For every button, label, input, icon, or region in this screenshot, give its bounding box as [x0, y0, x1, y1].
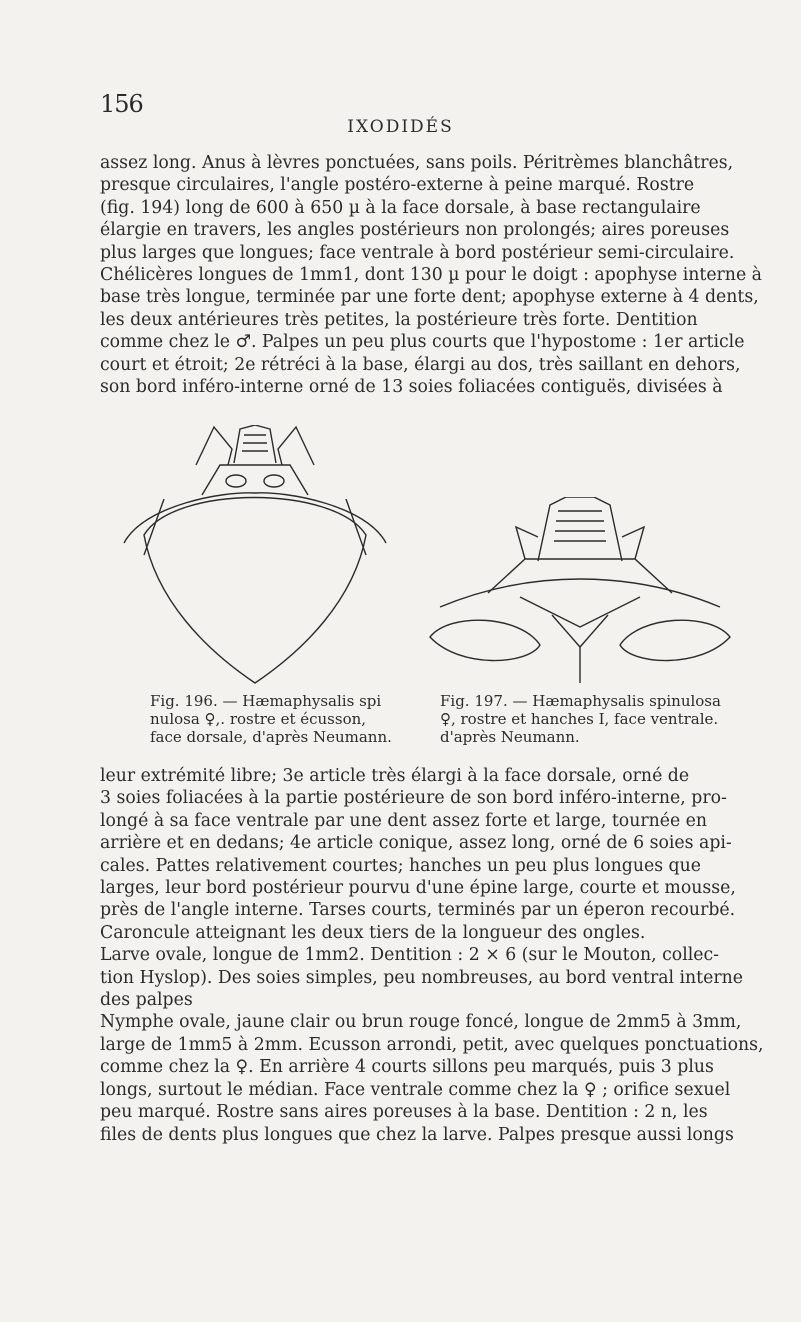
running-title: IXODIDÉS: [347, 117, 454, 137]
text-line: arrière et en dedans; 4e article conique, assez long, orné de 6 soies api-: [100, 833, 732, 854]
text-line: leur extrémité libre; 3e article très élargi à la face dorsale, orné de: [100, 766, 690, 786]
body-paragraph-2: [100, 765, 764, 1146]
caption-line: d'après Neumann.: [440, 728, 580, 746]
text-line: Larve ovale, longue de 1mm2. Dentition : 2 × 6 (sur le Mouton, collec-: [100, 945, 720, 966]
text-line: (fig. 194) long de 600 à 650 µ à la face dorsale, à base rectangulaire: [100, 197, 701, 218]
text-line: cales. Pattes relativement courtes; hanches un peu plus longues que: [100, 855, 701, 876]
figure-196-illustration: [104, 425, 406, 687]
text-line: tion Hyslop). Des soies simples, peu nombreuses, au bord ventral interne: [100, 967, 743, 988]
text-line: assez long. Anus à lèvres ponctuées, sans poils. Péritrèmes blanchâtres,: [100, 153, 734, 173]
body-paragraph-1: [100, 152, 762, 398]
text-line: peu marqué. Rostre sans aires poreuses à la base. Dentition : 2 n, les: [100, 1102, 708, 1123]
text-line: files de dents plus longues que chez la larve. Palpes presque aussi longs: [100, 1124, 734, 1145]
text-line: large de 1mm5 à 2mm. Ecusson arrondi, petit, avec quelques ponctuations,: [100, 1034, 764, 1055]
text-line: 3 soies foliacées à la partie postérieure de son bord inféro-interne, pro-: [100, 788, 727, 809]
text-line: les deux antérieures très petites, la postérieure très forte. Dentition: [100, 309, 698, 330]
text-line: Nymphe ovale, jaune clair ou brun rouge foncé, longue de 2mm5 à 3mm,: [100, 1012, 742, 1033]
text-line: longs, surtout le médian. Face ventrale comme chez la ♀ ; orifice sexuel: [100, 1079, 731, 1100]
text-line: comme chez la ♀. En arrière 4 courts sillons peu marqués, puis 3 plus: [100, 1057, 714, 1078]
figure-196-caption: [150, 692, 392, 746]
caption-line: face dorsale, d'après Neumann.: [150, 728, 392, 746]
text-line: des palpes: [100, 990, 193, 1011]
text-line: presque circulaires, l'angle postéro-externe à peine marqué. Rostre: [100, 175, 695, 196]
text-line: élargie en travers, les angles postérieurs non prolongés; aires poreuses: [100, 220, 730, 241]
caption-line: nulosa ♀,. rostre et écusson,: [150, 710, 367, 728]
text-line: Caroncule atteignant les deux tiers de la longueur des ongles.: [100, 922, 646, 943]
text-line: larges, leur bord postérieur pourvu d'une épine large, courte et mousse,: [100, 878, 736, 899]
text-line: longé à sa face ventrale par une dent assez forte et large, tournée en: [100, 810, 708, 831]
text-line: base très longue, terminée par une forte dent; apophyse externe à 4 dents,: [100, 287, 759, 308]
caption-line: Fig. 196. — Hæmaphysalis spi: [150, 692, 382, 710]
text-line: Chélicères longues de 1mm1, dont 130 µ pour le doigt : apophyse interne à: [100, 265, 762, 286]
page-number: 156: [100, 90, 143, 118]
figure-197-illustration: [410, 497, 750, 687]
figure-197-caption: [440, 692, 721, 746]
text-line: court et étroit; 2e rétréci à la base, élargi au dos, très saillant en dehors,: [100, 354, 741, 375]
text-line: près de l'angle interne. Tarses courts, terminés par un éperon recourbé.: [100, 900, 736, 921]
caption-line: Fig. 197. — Hæmaphysalis spinulosa: [440, 692, 721, 710]
text-line: plus larges que longues; face ventrale à bord postérieur semi-circulaire.: [100, 242, 735, 263]
text-line: son bord inféro-interne orné de 13 soies foliacées contiguës, divisées à: [100, 377, 723, 398]
text-line: comme chez le ♂. Palpes un peu plus courts que l'hypostome : 1er article: [100, 332, 745, 353]
caption-line: ♀, rostre et hanches I, face ventrale.: [440, 710, 719, 728]
